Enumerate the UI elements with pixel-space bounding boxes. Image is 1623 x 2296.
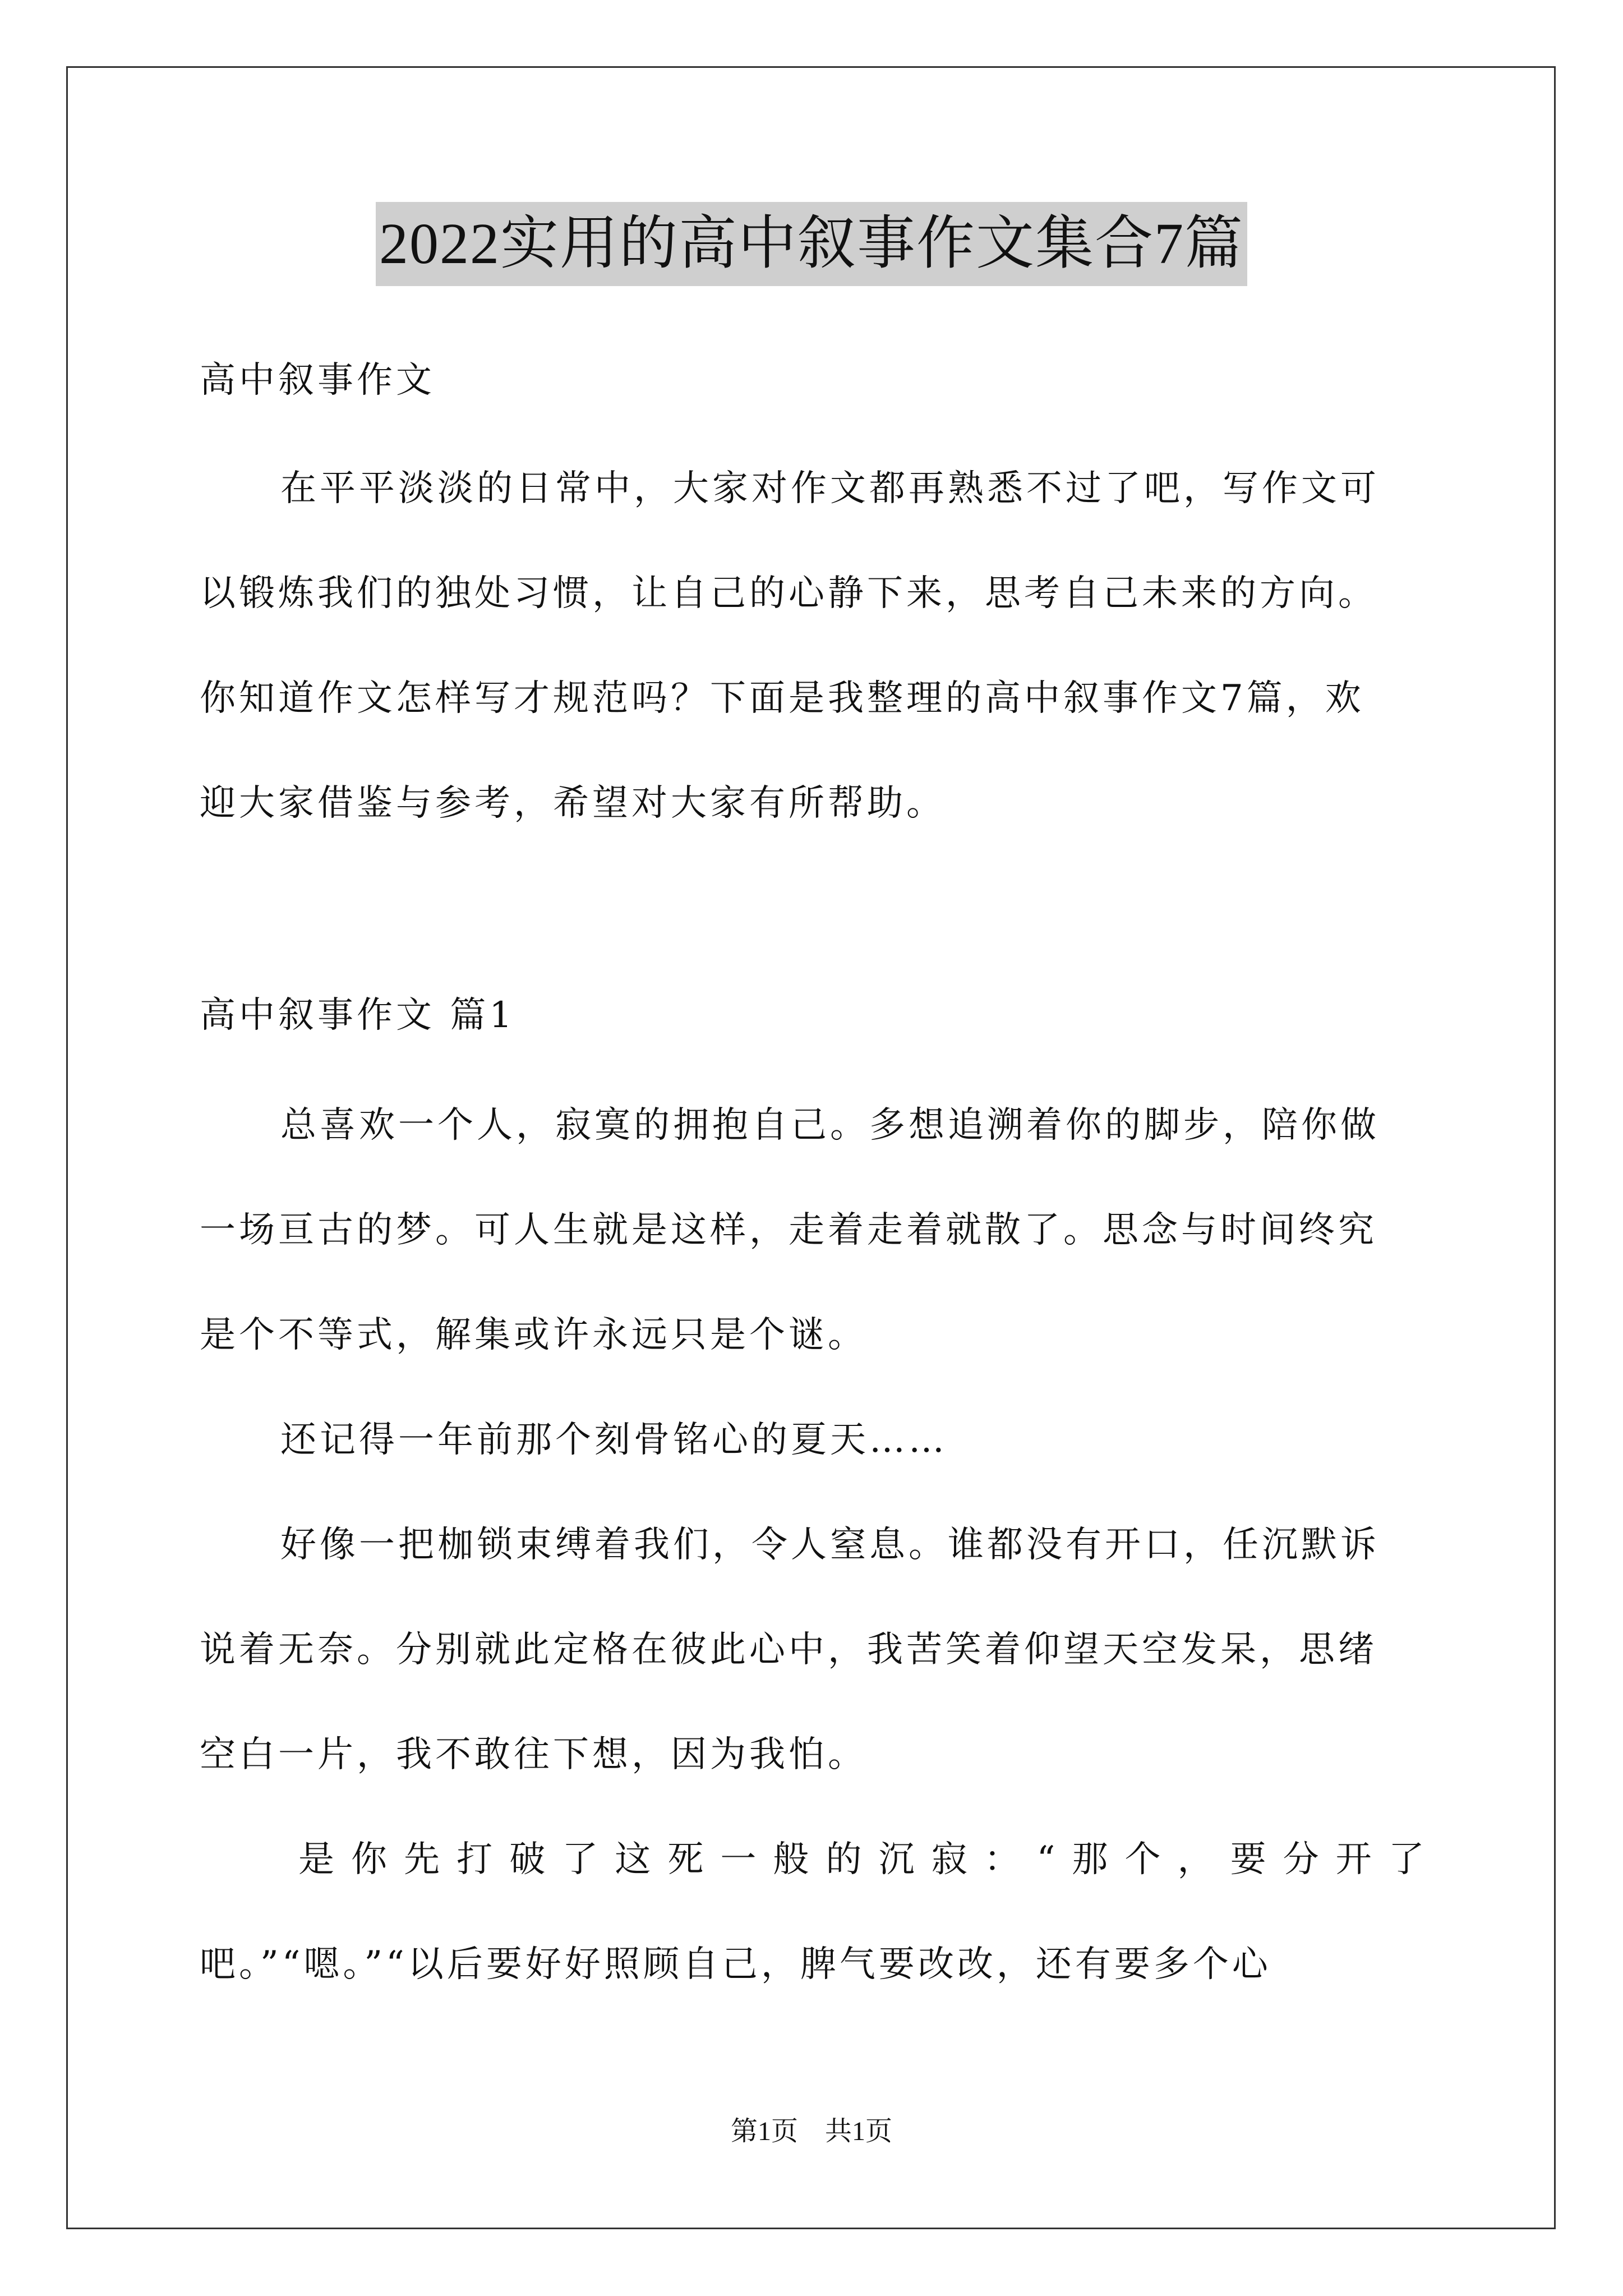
char: ，	[1177, 1839, 1217, 1880]
paragraph-line: 一场亘古的梦。可人生就是这样，走着走着就散了。思念与时间终究	[200, 1209, 1377, 1251]
paragraph-line: 空白一片，我不敢往下想，因为我怕。	[200, 1734, 867, 1775]
paragraph-line: 好像一把枷锁束缚着我们，令人窒息。谁都没有开口，任沉默诉	[280, 1524, 1380, 1566]
justified-line	[200, 1807, 1428, 1912]
paragraph-line: 你知道作文怎样写才规范吗？下面是我整理的高中叙事作文7篇，欢	[200, 678, 1364, 719]
char: 一	[720, 1839, 760, 1880]
essay-heading: 高中叙事作文 篇1	[200, 995, 516, 1036]
char: ：	[984, 1839, 1023, 1880]
paragraph-line: 吧。”“嗯。”“以后要好好照顾自己，脾气要改改，还有要多个心	[200, 1944, 1271, 1985]
paragraph-line: 总喜欢一个人，寂寞的拥抱自己。多想追溯着你的脚步，陪你做	[280, 1105, 1380, 1146]
char: 般	[773, 1839, 813, 1880]
page-footer: 第1页 共1页	[730, 2116, 892, 2146]
paragraph-line: 说着无奈。分别就此定格在彼此心中，我苦笑着仰望天空发呆，思绪	[200, 1629, 1377, 1671]
paragraph-line: 还记得一年前那个刻骨铭心的夏天……	[280, 1419, 948, 1461]
char: 先	[404, 1839, 444, 1880]
char: 破	[509, 1839, 549, 1880]
char: 的	[826, 1839, 865, 1880]
document-title: 2022实用的高中叙事作文集合7篇	[376, 202, 1247, 286]
char: 了	[562, 1839, 602, 1880]
paragraph-line: 迎大家借鉴与参考，希望对大家有所帮助。	[200, 783, 946, 824]
essay-paragraph-1	[200, 1073, 1428, 1388]
char: 了	[1388, 1839, 1428, 1880]
char: 这	[615, 1839, 654, 1880]
paragraph-line: 是个不等式，解集或许永远只是个谜。	[200, 1314, 867, 1356]
paragraph-line: 以锻炼我们的独处习惯，让自己的心静下来，思考自己未来的方向。	[200, 573, 1377, 614]
essay-paragraph-2	[200, 1388, 1428, 1493]
char: “	[1036, 1839, 1059, 1880]
char: 沉	[878, 1839, 918, 1880]
char: 要	[1230, 1839, 1270, 1880]
paragraph-line: 在平平淡淡的日常中，大家对作文都再熟悉不过了吧，写作文可	[280, 468, 1380, 509]
char: 是	[298, 1839, 338, 1880]
char: 打	[457, 1839, 496, 1880]
essay-paragraph-4	[200, 1807, 1428, 2017]
char: 死	[667, 1839, 707, 1880]
char: 你	[351, 1839, 391, 1880]
intro-paragraph	[200, 436, 1428, 856]
section-heading: 高中叙事作文	[200, 360, 435, 401]
essay-paragraph-3	[200, 1493, 1428, 1807]
title-container	[0, 202, 1623, 286]
char: 那	[1072, 1839, 1112, 1880]
char: 分	[1283, 1839, 1322, 1880]
char: 个	[1124, 1839, 1164, 1880]
char: 开	[1335, 1839, 1375, 1880]
char: 寂	[931, 1839, 971, 1880]
